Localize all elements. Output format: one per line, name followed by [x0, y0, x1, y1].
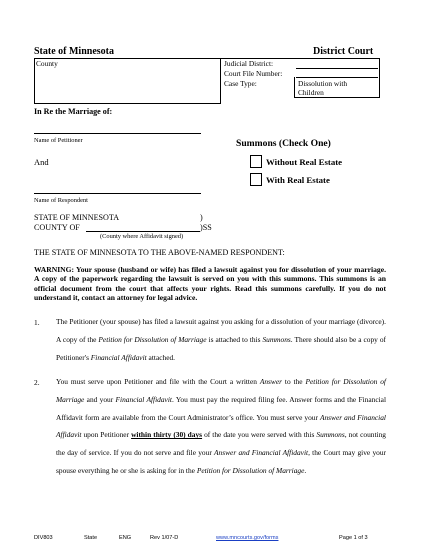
petitioner-name-field[interactable]	[34, 133, 201, 134]
case-type-box-right	[379, 58, 380, 98]
venue-county-paren: )SS	[200, 223, 212, 232]
footer-revision: Rev 1/07-D	[150, 535, 179, 541]
with-real-estate-checkbox[interactable]	[250, 173, 262, 186]
header-rule	[34, 58, 380, 59]
footer-form-id: DIV803	[34, 535, 53, 541]
and-text: And	[34, 157, 49, 167]
summons-title: Summons (Check One)	[236, 138, 331, 149]
case-type-box-left	[294, 77, 295, 98]
case-type-box-bottom	[294, 97, 380, 98]
respondent-name-field[interactable]	[34, 193, 201, 194]
venue-state-paren: )	[200, 213, 203, 222]
in-re-heading: In Re the Marriage of:	[34, 107, 113, 116]
case-type-value-line1: Dissolution with	[298, 79, 348, 88]
state-heading: State of Minnesota	[34, 46, 114, 57]
judicial-district-field[interactable]	[296, 68, 378, 69]
court-file-label: Court File Number:	[224, 69, 283, 78]
paragraph-2: You must serve upon Petitioner and file with the Court a written Answer to the Petition for Dissolution of Marriage and your Financial Affidavit. You must pay the required filing fee. Answer forms and the Financial Affidavit form are available from the Court Administrator’s office. You must serve your Answer and Financial Affidavit upon Petitioner within thirty (30) days of the date you were served with this Summons, not counting the day of service. If you do not serve and file your Answer and Financial Affidavit, the Court may give your spouse everything he or she is asking for in the Petition for Dissolution of Marriage.	[56, 377, 387, 475]
paragraph-2-number: 2.	[34, 378, 40, 387]
without-real-estate-label: Without Real Estate	[266, 157, 343, 167]
court-heading: District Court	[313, 46, 374, 57]
court-file-field[interactable]	[296, 77, 378, 78]
venue-county-note: (County where Affidavit signed)	[100, 233, 184, 240]
footer-state: State	[84, 535, 98, 541]
addressee-line: THE STATE OF MINNESOTA TO THE ABOVE-NAMED RESPONDENT:	[34, 248, 285, 257]
county-label: County	[36, 59, 58, 68]
county-box-bottom	[34, 103, 221, 104]
county-box-divider	[220, 58, 221, 104]
without-real-estate-checkbox[interactable]	[250, 155, 262, 168]
case-type-label: Case Type:	[224, 79, 257, 88]
case-type-value-line2: Children	[298, 88, 324, 97]
footer-language: ENG	[119, 535, 132, 541]
petitioner-label: Name of Petitioner	[34, 137, 83, 144]
warning-paragraph: WARNING: Your spouse (husband or wife) has filed a lawsuit against you for dissolution of your marriage. A copy of the paperwork regarding the lawsuit is served on you with this summons. This summons is an official document from the court that affects your rights. Read this summons carefully. If you do not understand it, contact an attorney for legal advice.	[34, 265, 386, 303]
venue-county: COUNTY OF	[34, 223, 80, 232]
footer-forms-link[interactable]: www.mncourts.gov/forms	[216, 535, 279, 541]
judicial-district-label: Judicial District:	[224, 59, 274, 68]
paragraph-1-number: 1.	[34, 318, 40, 327]
respondent-label: Name of Respondent	[34, 197, 88, 204]
venue-county-field[interactable]	[86, 231, 200, 232]
paragraph-1: The Petitioner (your spouse) has filed a lawsuit against you asking for a dissolution of your marriage (divorce). A copy of the Petition for Dissolution of Marriage is attached to this Summons. There should also be a copy of Petitioner's Financial Affidavit attached.	[56, 317, 387, 362]
footer-page-number: Page 1 of 3	[339, 535, 368, 541]
with-real-estate-label: With Real Estate	[266, 175, 330, 185]
venue-state: STATE OF MINNESOTA	[34, 213, 120, 222]
county-box-left	[34, 58, 35, 104]
